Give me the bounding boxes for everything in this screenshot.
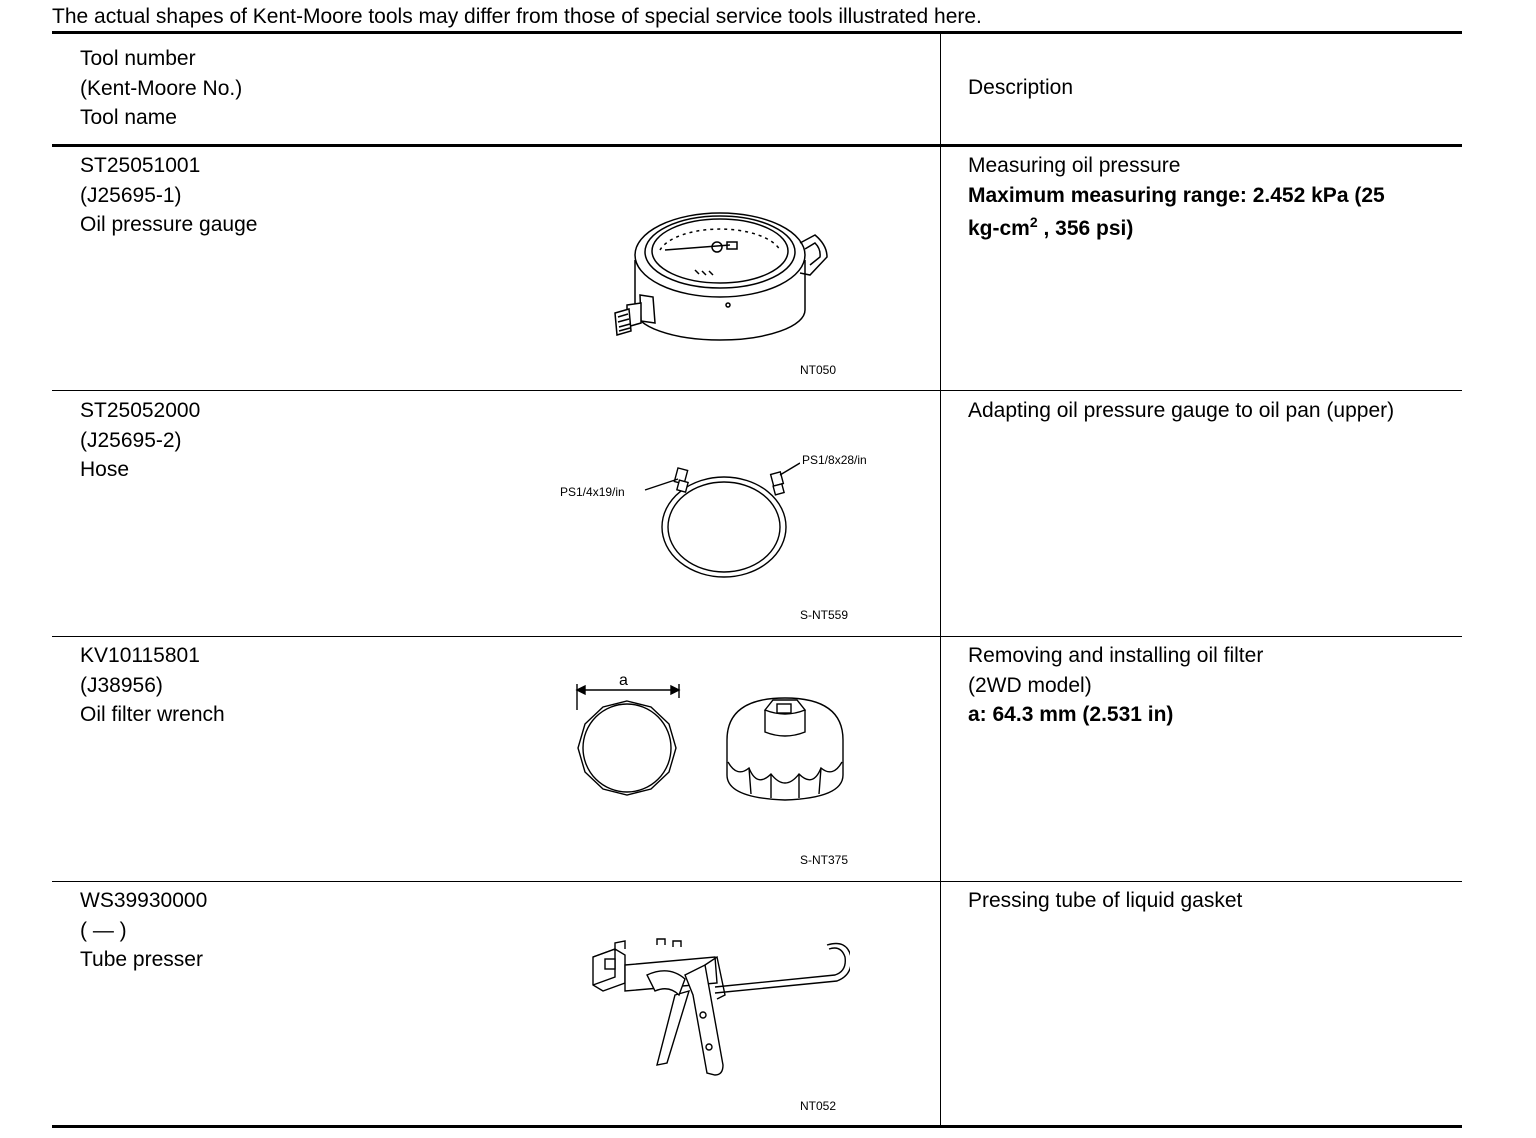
tool-name: Hose: [80, 458, 130, 481]
hose-illustration: [640, 455, 800, 585]
description-text: Removing and installing oil filter: [968, 644, 1264, 667]
tool-number: ST25052000: [80, 399, 201, 422]
row-divider: [52, 390, 1462, 391]
tool-name: Oil pressure gauge: [80, 213, 258, 236]
row-1-tool: [80, 151, 257, 240]
tool-number: ST25051001: [80, 154, 201, 177]
header-kent-moore: (Kent-Moore No.): [80, 76, 243, 100]
header-description: Description: [968, 76, 1074, 99]
description-text: Pressing tube of liquid gasket: [968, 889, 1243, 912]
row-3-tool: [80, 641, 225, 730]
row-1-description: [968, 151, 1448, 244]
figure-id: NT052: [800, 1099, 837, 1113]
tool-number: KV10115801: [80, 644, 200, 667]
fitting-callout-left: PS1/4x19/in: [560, 485, 625, 499]
tool-name: Tube presser: [80, 948, 203, 971]
tool-number: WS39930000: [80, 889, 208, 912]
dimension-label: a: [619, 672, 628, 689]
kent-moore-number: (J25695-1): [80, 183, 182, 207]
header-tool-number: Tool number: [80, 47, 196, 70]
disclaimer-note: The actual shapes of Kent-Moore tools may differ from those of special service tools illustrated here.: [52, 5, 982, 28]
spec-text: Maximum measuring range: 2.452 kPa (25: [968, 183, 1385, 207]
oil-pressure-gauge-illustration: [605, 205, 845, 350]
header-tool-name: Tool name: [80, 106, 177, 129]
header-tool-column: [80, 44, 242, 133]
figure-id: S-NT375: [800, 853, 849, 867]
spec-text: a: 64.3 mm (2.531 in): [968, 703, 1174, 726]
description-text: Measuring oil pressure: [968, 154, 1181, 177]
spec-unit: kg-cm: [968, 217, 1030, 240]
column-divider: [940, 34, 941, 1128]
description-model: (2WD model): [968, 673, 1092, 697]
tool-name: Oil filter wrench: [80, 703, 225, 726]
row-2-description: [968, 396, 1448, 426]
kent-moore-number: (J25695-2): [80, 428, 182, 452]
description-text: Adapting oil pressure gauge to oil pan (upper): [968, 399, 1395, 422]
fitting-callout-right: PS1/8x28/in: [802, 453, 867, 467]
row-2-tool: [80, 396, 200, 485]
spec-text-cont: [968, 214, 1448, 244]
kent-moore-number: ( — ): [80, 918, 127, 942]
row-4-tool: [80, 886, 207, 975]
kent-moore-number: (J38956): [80, 673, 163, 697]
row-divider: [52, 636, 1462, 637]
oil-filter-wrench-illustration: [565, 670, 855, 830]
row-4-description: [968, 886, 1448, 916]
figure-id: S-NT559: [800, 608, 849, 622]
tube-presser-illustration: [585, 935, 850, 1085]
figure-id: NT050: [800, 363, 837, 377]
spec-superscript: 2: [1029, 214, 1038, 230]
row-divider: [52, 881, 1462, 882]
header-bottom-rule: [52, 144, 1462, 147]
row-3-description: [968, 641, 1448, 730]
table-top-rule: [52, 31, 1462, 34]
spec-psi: , 356 psi): [1037, 217, 1134, 240]
table-bottom-rule: [52, 1125, 1462, 1128]
